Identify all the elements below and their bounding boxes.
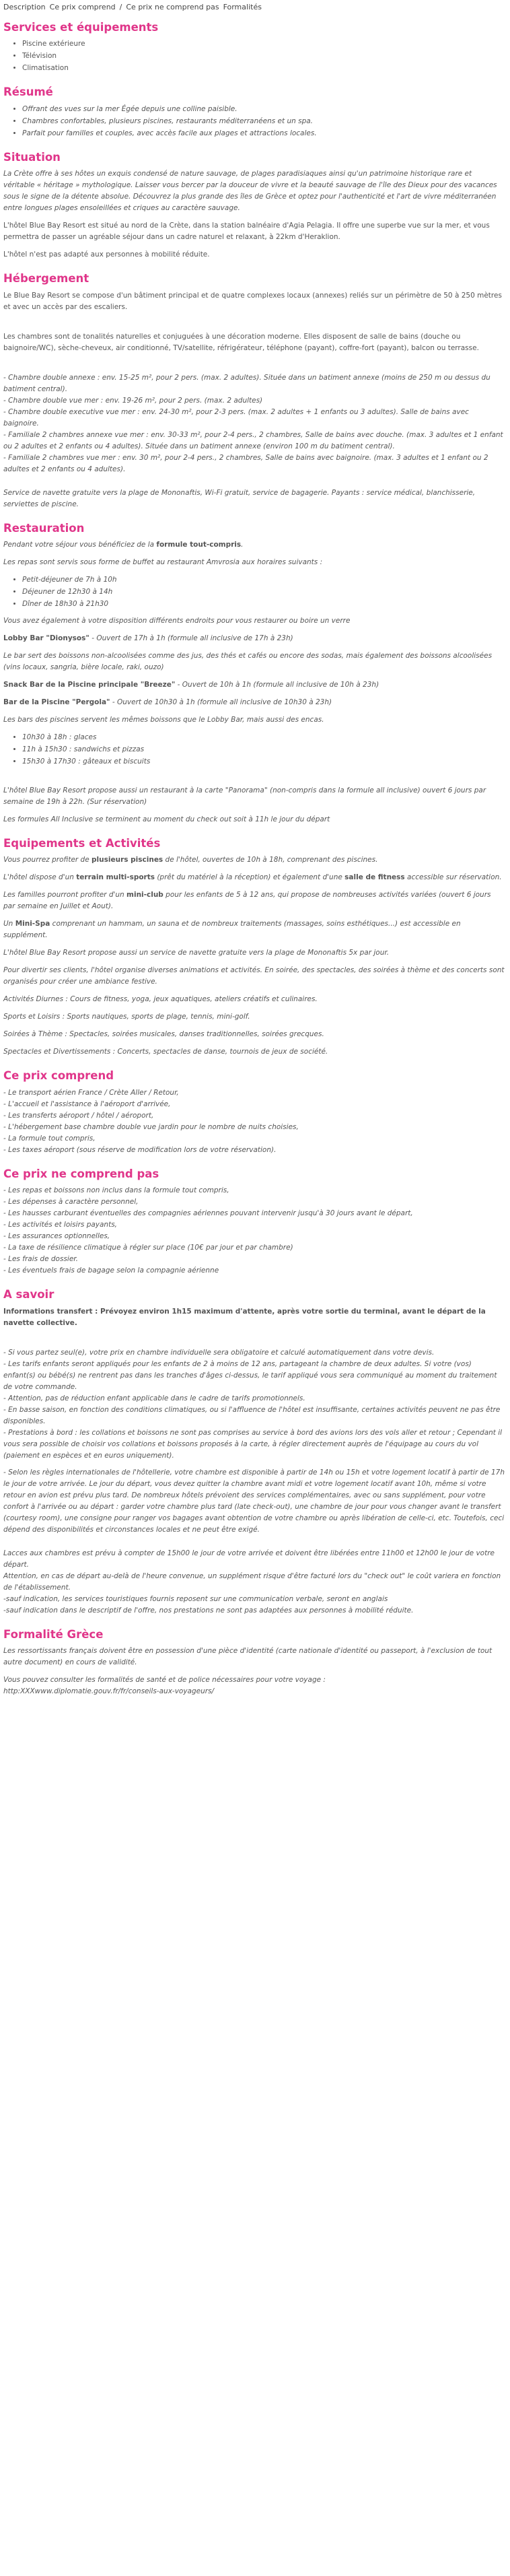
list-item: • Parfait pour familles et couples, avec accès facile aux plages et attractions locales.: [22, 128, 505, 139]
savoir-block-1: [3, 1347, 505, 1462]
list-item: - L'hébergement base chambre double vue jardin pour le nombre de nuits choisies,: [3, 1122, 299, 1131]
list-item: - Les hausses carburant éventuelles des compagnies aériennes pouvant intervenir jusqu'à 30 jours avant le départ,: [3, 1209, 413, 1218]
restauration-title: Restauration: [3, 521, 85, 535]
list-item: - L'accueil et l'assistance à l'aéroport d'arrivée,: [3, 1099, 171, 1108]
list-item: • Dîner de 18h30 à 21h30: [22, 599, 505, 610]
hebergement-services: Service de navette gratuite vers la plage de Mononaftis, Wi-Fi gratuit, service de bagagerie. Payants : service médical, blanchisserie, serviettes de piscine.: [3, 488, 476, 508]
savoir-title: A savoir: [3, 1288, 54, 1301]
formalite-p2: Vous pouvez consulter les formalités de santé et de police nécessaires pour votre voyage :: [3, 1676, 326, 1685]
services-list: [3, 38, 505, 74]
list-item: • Offrant des vues sur la mer Égée depuis une colline paisible.: [22, 104, 505, 115]
resume-title: Résumé: [3, 86, 53, 99]
panorama-note: L'hôtel Blue Bay Resort propose aussi un restaurant à la carte "Panorama" (non-compris dans la formule all inclusive) ouvert 6 jours par semaine de 19h à 22h. (Sur réservation): [3, 786, 486, 806]
soirees-line: Soirées à Thème : Spectacles, soirées musicales, danses traditionnelles, soirées grecques.: [3, 1030, 324, 1039]
repas-intro: Les repas sont servis sous forme de buffet au restaurant Amvrosia aux horaires suivants :: [3, 558, 323, 566]
list-item: - Les activités et loisirs payants,: [3, 1221, 118, 1229]
list-item: - La formule tout compris,: [3, 1134, 96, 1143]
formalite-title: Formalité Grèce: [3, 1627, 104, 1641]
comprend-title: Ce prix comprend: [3, 1069, 114, 1083]
hebergement-title: Hébergement: [3, 272, 89, 285]
list-item: - Les éventuels frais de bagage selon la compagnie aérienne: [3, 1266, 219, 1275]
piscines-line: Vous pourrez profiter de plusieurs piscines de l'hôtel, ouvertes de 10h à 18h, comprenant des piscines.: [3, 856, 378, 865]
savoir-block-2: [3, 1467, 505, 1536]
navette-line: L'hôtel Blue Bay Resort propose aussi un service de navette gratuite vers la plage de Mononaftis 5x par jour.: [3, 949, 390, 957]
terrain-line: L'hôtel dispose d'un terrain multi-sports (prêt du matériel à la réception) et également d'une salle de fitness accessible sur réservation.: [3, 873, 502, 882]
snack-bar-name: Snack Bar de la Piscine principale "Breeze": [3, 681, 176, 689]
divertir-line: Pour divertir ses clients, l'hôtel organise diverses animations et activités. En soirée, des spectacles, des soirées à thème et des concerts sont organisés pour créer une ambiance festive.: [3, 966, 505, 986]
hebergement-chambres: Les chambres sont de tonalités naturelles et conjuguées à une décoration moderne. Elles disposent de salle de bains (douche ou baignoire/WC), sèche-cheveux, air conditionné, TV/satellite, réfrigérateur, téléphone (payant), coffre-fort (payant), balcon ou terrasse.: [3, 332, 479, 352]
list-item: - En basse saison, en fonction des conditions climatiques, ou si l'affluence de l'hôtel est insuffisante, certaines activités peuvent ne pas être disponibles.: [3, 1405, 501, 1425]
list-item: - Selon les règles internationales de l'hôtellerie, votre chambre est disponible à partir de 14h ou 15h et votre logement locatif à partir de 17h le jour de votre arrivée. Le jour du départ, vous devez quitter la chambre avant midi et votre logement locatif avant 10h, même si votre retour en avion est prévu plus tard. De nombreux hôtels prévoient des services complémentaires, avec ou sans supplément, pour votre confort à l'arrivée ou au départ : garder votre chambre plus tard (late check-out), une chambre de jour pour vous changer avant le transfert (courtesy room), une consigne pour ranger vos bagages avant obtention de votre chambre ou après libération de celle-ci, etc. Toutefois, ceci dépend des disponibilités et circonstances locales et ne peut être exigé.: [3, 1468, 505, 1534]
list-item: • 10h30 à 18h : glaces: [22, 732, 505, 743]
room-type: - Chambre double annexe : env. 15-25 m², pour 2 pers. (max. 2 adultes). Située dans un batiment annexe (moins de 250 m ou dessus du batiment central).: [3, 373, 490, 393]
formule-line: Pendant votre séjour vous bénéficiez de la formule tout-compris.: [3, 541, 244, 549]
formalite-p1: Les ressortissants français doivent être en possession d'une pièce d'identité (carte nationale d'identité ou passeport, à l'exclusion de tout autre document) en cours de validité.: [3, 1647, 493, 1667]
piscine-note: Les bars des piscines servent les mêmes boissons que le Lobby Bar, mais aussi des encas.: [3, 716, 324, 724]
transfert-info: Informations transfert : Prévoyez environ 1h15 maximum d'attente, après votre sortie du terminal, avant le départ de la navette collective.: [3, 1307, 486, 1327]
comprend-list: [3, 1087, 505, 1156]
list-item: - Les assurances optionnelles,: [3, 1232, 110, 1241]
list-item: • Petit-déjeuner de 7h à 10h: [22, 574, 505, 586]
sports-line: Sports et Loisirs : Sports nautiques, sports de plage, tennis, mini-golf.: [3, 1013, 250, 1021]
spectacles-line: Spectacles et Divertissements : Concerts, spectacles de danse, tournois de jeux de société.: [3, 1048, 328, 1056]
list-item: • Piscine extérieure: [22, 38, 505, 50]
list-item: - Les frais de dossier.: [3, 1255, 78, 1264]
room-type: - Familiale 2 chambres vue mer : env. 30 m², pour 2-4 pers., 2 chambres, Salle de bains avec baignoire. (max. 3 adultes et 1 enfant ou 2 adultes et 2 enfants ou 4 adultes).: [3, 453, 488, 473]
list-item: -sauf indication dans le descriptif de l'offre, nos prestations ne sont pas adaptées aux personnes à mobilité réduite.: [3, 1606, 414, 1615]
list-item: - Les transferts aéroport / hôtel / aéroport,: [3, 1111, 154, 1120]
list-item: - Prestations à bord : les collations et boissons ne sont pas comprises au service à bord des avions lors des vols aller et retour ; Cependant il vous sera possible de choisir vos collations et boissons proposés à la carte, à régler directement auprès de l'équipage au cours du vol (paiement en espèces et en euros uniquement).: [3, 1428, 503, 1460]
situation-paragraph: L'hôtel Blue Bay Resort est situé au nord de la Crète, dans la station balnéaire d'Agia Pelagia. Il offre une superbe vue sur la mer, et vous permettra de passer un agréable séjour dans un cadre naturel et relaxant, à 22km d'Heraklion.: [3, 222, 490, 242]
services-title: Services et équipements: [3, 20, 159, 34]
ne-comprend-list: [3, 1185, 505, 1277]
list-item: • Chambres confortables, plusieurs piscines, restaurants méditerranéens et un spa.: [22, 116, 505, 127]
pergola-bar-name: Bar de la Piscine "Pergola": [3, 698, 110, 706]
tab-formalites[interactable]: Formalités: [223, 3, 262, 11]
list-item: - Les tarifs enfants seront appliqués pour les enfants de 2 à moins de 12 ans, partageant la chambre de deux adultes. Si votre (vos) enfant(s) ou bébé(s) ne rentrent pas dans les tranches d'âges ci-dessus, le tarif appliqué vous sera communiqué au moment du traitement de votre commande.: [3, 1359, 497, 1391]
room-types: [3, 372, 505, 475]
lobby-bar-name: Lobby Bar "Dionysos": [3, 634, 89, 642]
autres-endroits: Vous avez également à votre disposition différents endroits pour vous restaurer ou boire un verre: [3, 617, 351, 625]
room-type: - Familiale 2 chambres annexe vue mer : env. 30-33 m², pour 2-4 pers., 2 chambres, Salle de bains avec douche. (max. 3 adultes et 1 enfant ou 2 adultes et 2 enfants ou 4 adultes). Située dans un batiment annexe (environ 100 m du batiment central).: [3, 430, 503, 450]
club-line: Les familles pourront profiter d'un mini-club pour les enfants de 5 à 12 ans, qui propose de nombreuses activités variées (ouvert 6 jours par semaine en Juillet et Aout).: [3, 891, 491, 911]
room-type: - Chambre double vue mer : env. 19-26 m², pour 2 pers. (max. 2 adultes): [3, 396, 263, 405]
list-item: • Climatisation: [22, 63, 505, 74]
lobby-note: Le bar sert des boissons non-alcoolisées comme des jus, des thés et cafés ou encore des sodas, mais également des boissons alcoolisées (vins locaux, sangria, bière locale, raki, ouzo): [3, 652, 493, 671]
formalite-link[interactable]: http:XXXwww.diplomatie.gouv.fr/fr/conseils-aux-voyageurs/: [3, 1687, 215, 1696]
fin-formule: Les formules All Inclusive se terminent au moment du check out soit à 11h le jour du départ: [3, 815, 330, 823]
list-item: - Les dépenses à caractère personnel,: [3, 1198, 139, 1207]
formalite-sante: [3, 1674, 505, 1697]
ne-comprend-title: Ce prix ne comprend pas: [3, 1167, 159, 1180]
situation-title: Situation: [3, 150, 61, 164]
list-item: Lacces aux chambres est prévu à compter de 15h00 le jour de votre arrivée et doivent être libérées entre 11h00 et 12h00 le jour de votre départ.: [3, 1549, 495, 1569]
tab-ce-prix-comprend[interactable]: Ce prix comprend: [49, 3, 116, 11]
tab-bar: [3, 1, 505, 13]
activites-line: Activités Diurnes : Cours de fitness, yoga, jeux aquatiques, ateliers créatifs et culinaires.: [3, 995, 318, 1004]
list-item: -sauf indication, les services touristiques fournis reposent sur une communication verbale, seront en anglais: [3, 1594, 388, 1603]
room-type: - Chambre double executive vue mer : env. 24-30 m², pour 2-3 pers. (max. 2 adultes + 1 enfants ou 3 adultes). Salle de bains avec baignoire.: [3, 407, 469, 428]
encas-list: [3, 732, 505, 768]
pergola-bar: Bar de la Piscine "Pergola" - Ouvert de 10h30 à 1h (formule all inclusive de 10h30 à 23h): [3, 698, 332, 706]
hebergement-intro: Le Blue Bay Resort se compose d'un bâtiment principal et de quatre complexes locaux (annexes) reliés sur un périmètre de 50 à 250 mètres et avec un accès par des escaliers.: [3, 291, 502, 311]
list-item: • Déjeuner de 12h30 à 14h: [22, 586, 505, 598]
savoir-block-3: [3, 1548, 505, 1617]
list-item: • 15h30 à 17h30 : gâteaux et biscuits: [22, 756, 505, 768]
list-item: - Si vous partez seul(e), votre prix en chambre individuelle sera obligatoire et calculé automatiquement dans votre devis.: [3, 1348, 435, 1357]
list-item: - Le transport aérien France / Crète Aller / Retour,: [3, 1088, 179, 1097]
spa-line: Un Mini-Spa comprenant un hammam, un sauna et de nombreux traitements (massages, soins esthétiques...) est accessible en supplément.: [3, 920, 461, 940]
list-item: • Télévision: [22, 50, 505, 62]
tab-ce-prix-ne-comprend-pas[interactable]: Ce prix ne comprend pas: [126, 3, 219, 11]
situation-paragraph: L'hôtel n'est pas adapté aux personnes à mobilité réduite.: [3, 250, 210, 259]
resume-list: [3, 104, 505, 139]
list-item: - Les taxes aéroport (sous réserve de modification lors de votre réservation).: [3, 1145, 277, 1154]
list-item: - Attention, pas de réduction enfant applicable dans le cadre de tarifs promotionnels.: [3, 1394, 305, 1402]
snack-bar: Snack Bar de la Piscine principale "Breeze" - Ouvert de 10h à 1h (formule all inclusive de 10h à 23h): [3, 681, 379, 689]
lobby-bar: Lobby Bar "Dionysos" - Ouvert de 17h à 1h (formule all inclusive de 17h à 23h): [3, 634, 293, 642]
tab-description[interactable]: Description: [3, 3, 46, 11]
list-item: - La taxe de résilience climatique à régler sur place (10€ par jour et par chambre): [3, 1244, 293, 1252]
repas-list: [3, 574, 505, 610]
formule-bold: formule tout-compris: [156, 541, 242, 549]
list-item: - Les repas et boissons non inclus dans la formule tout compris,: [3, 1186, 229, 1195]
tab-separator: /: [119, 3, 122, 11]
list-item: Attention, en cas de départ au-delà de l'heure convenue, un supplément risque d'être facturé lors du "check out" le coût variera en fonction de l'établissement.: [3, 1571, 501, 1592]
list-item: • 11h à 15h30 : sandwichs et pizzas: [22, 744, 505, 755]
equipements-title: Equipements et Activités: [3, 837, 161, 850]
situation-paragraph: La Crète offre à ses hôtes un exquis condensé de nature sauvage, de plages paradisiaques ainsi qu'un patrimoine historique rare et véritable « héritage » mythologique. Laisser vous bercer par la douceur de vivre et la beauté sauvage de l'île des Dieux pour des vacances sous le signe de la détente absolue. Découvrez la plus grande des îles de Grèce et optez pour l'authenticité et l'art de vivre méditerranéen entre longues plages ensoleillées et criques au caractère sauvage.: [3, 170, 497, 213]
